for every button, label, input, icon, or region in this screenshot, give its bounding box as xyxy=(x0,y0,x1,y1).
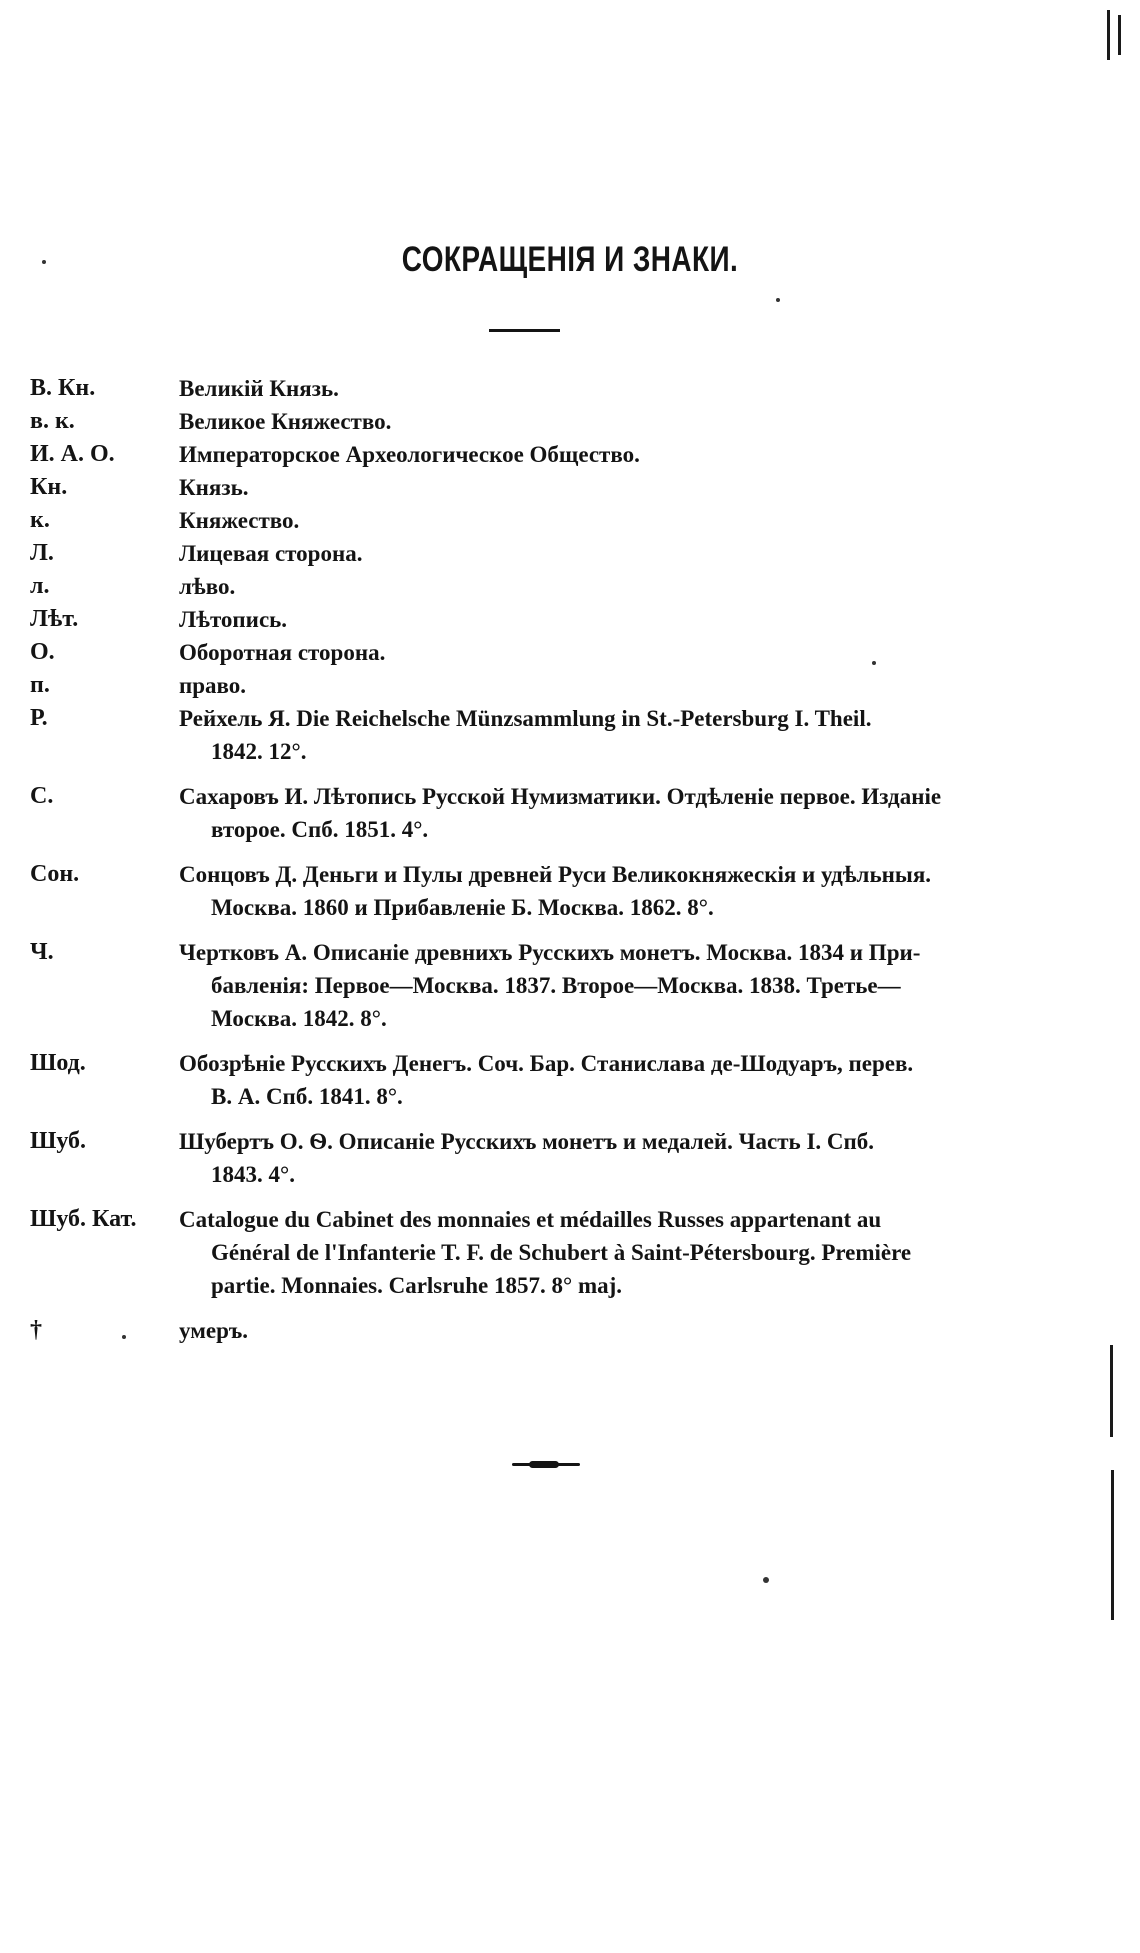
abbreviation-meaning xyxy=(179,1314,1030,1347)
meaning-line: право. xyxy=(179,673,247,698)
meaning-line: Оборотная сторона. xyxy=(179,640,386,665)
abbreviation-entry xyxy=(30,372,1030,405)
meaning-line: Великое Княжество. xyxy=(179,409,392,434)
abbreviation-meaning xyxy=(179,1125,1030,1191)
meaning-line: умеръ. xyxy=(179,1318,249,1343)
abbreviation-entry xyxy=(30,636,1030,669)
abbreviation-entry xyxy=(30,1125,1030,1191)
paper-speck xyxy=(763,1577,769,1583)
abbreviation-entry xyxy=(30,702,1030,768)
abbreviation-meaning xyxy=(179,405,1030,438)
page-edge-mark xyxy=(1110,1345,1113,1437)
abbreviation-entry xyxy=(30,537,1030,570)
abbreviation-term: Лѣт. xyxy=(30,606,79,632)
entry-spacer xyxy=(30,924,1030,936)
entry-spacer xyxy=(30,1191,1030,1203)
abbreviation-term: к. xyxy=(30,507,50,533)
abbreviation-entry xyxy=(30,936,1030,1035)
abbreviation-term: О. xyxy=(30,639,55,665)
meaning-line: Лицевая сторона. xyxy=(179,541,363,566)
abbreviation-term: п. xyxy=(30,672,50,698)
abbreviation-term: Р. xyxy=(30,705,48,731)
meaning-line: Catalogue du Cabinet des monnaies et médailles Russes appartenant au xyxy=(179,1207,882,1232)
abbreviation-meaning xyxy=(179,570,1030,603)
entry-spacer xyxy=(30,1302,1030,1314)
meaning-line: Рейхель Я. Die Reichelsche Münzsammlung in St.-Petersburg I. Theil. xyxy=(179,706,872,731)
abbreviation-term: Л. xyxy=(30,540,54,566)
meaning-line: В. А. Спб. 1841. 8°. xyxy=(211,1084,403,1109)
abbreviation-term: † xyxy=(30,1317,42,1343)
meaning-line: Сонцовъ Д. Деньги и Пулы древней Руси Великокняжескія и удѣльныя. xyxy=(179,862,932,887)
abbreviation-entry xyxy=(30,1314,1030,1347)
abbreviation-entry xyxy=(30,570,1030,603)
abbreviation-term: Сон. xyxy=(30,861,80,887)
entry-spacer xyxy=(30,1113,1030,1125)
abbreviation-meaning xyxy=(179,702,1030,768)
abbreviation-entry xyxy=(30,603,1030,636)
meaning-line: Обозрѣніе Русскихъ Денегъ. Соч. Бар. Станислава де-Шодуаръ, перев. xyxy=(179,1051,914,1076)
meaning-line: Général de l'Infanterie T. F. de Schubert à Saint-Pétersbourg. Première xyxy=(211,1240,912,1265)
abbreviation-meaning xyxy=(179,504,1030,537)
page-edge-mark xyxy=(1107,10,1110,60)
abbreviation-meaning xyxy=(179,858,1030,924)
meaning-line: 1843. 4°. xyxy=(211,1162,295,1187)
abbreviation-entry xyxy=(30,1203,1030,1302)
page-edge-mark xyxy=(1111,1470,1114,1620)
meaning-line: Москва. 1860 и Прибавленіе Б. Москва. 1862. 8°. xyxy=(211,895,714,920)
meaning-line: Шубертъ О. Ѳ. Описаніе Русскихъ монетъ и медалей. Часть I. Спб. xyxy=(179,1129,875,1154)
meaning-line: 1842. 12°. xyxy=(211,739,307,764)
entry-spacer xyxy=(30,768,1030,780)
abbreviation-entry xyxy=(30,780,1030,846)
abbreviation-meaning xyxy=(179,936,1030,1035)
page-title: СОКРАЩЕНІЯ И ЗНАКИ. xyxy=(401,240,739,279)
ornamental-divider xyxy=(512,1463,580,1466)
abbreviation-meaning xyxy=(179,1203,1030,1302)
paper-speck xyxy=(42,260,46,264)
abbreviation-meaning xyxy=(179,669,1030,702)
abbreviation-term: л. xyxy=(30,573,50,599)
meaning-line: второе. Спб. 1851. 4°. xyxy=(211,817,429,842)
abbreviation-meaning xyxy=(179,603,1030,636)
abbreviation-meaning xyxy=(179,372,1030,405)
meaning-line: Княжество. xyxy=(179,508,300,533)
meaning-line: Великій Князь. xyxy=(179,376,339,401)
abbreviation-meaning xyxy=(179,471,1030,504)
entry-spacer xyxy=(30,846,1030,858)
abbreviation-term: Кн. xyxy=(30,474,68,500)
title-divider xyxy=(489,329,560,332)
abbreviation-entry xyxy=(30,438,1030,471)
abbreviation-meaning xyxy=(179,537,1030,570)
abbreviation-term: Ч. xyxy=(30,939,54,965)
abbreviation-term: В. Кн. xyxy=(30,375,96,401)
abbreviation-meaning xyxy=(179,438,1030,471)
paper-speck xyxy=(776,298,780,302)
abbreviations-list xyxy=(30,372,1030,1347)
meaning-line: Сахаровъ И. Лѣтопись Русской Нумизматики. Отдѣленіе первое. Изданіе xyxy=(179,784,942,809)
abbreviation-entry xyxy=(30,405,1030,438)
abbreviation-term: Шуб. Кат. xyxy=(30,1206,137,1232)
abbreviation-term: Шод. xyxy=(30,1050,86,1076)
meaning-line: бавленія: Первое—Москва. 1837. Второе—Москва. 1838. Третье— xyxy=(211,973,901,998)
meaning-line: Москва. 1842. 8°. xyxy=(211,1006,387,1031)
abbreviation-entry xyxy=(30,1047,1030,1113)
abbreviation-entry xyxy=(30,504,1030,537)
meaning-line: Лѣтопись. xyxy=(179,607,288,632)
meaning-line: partie. Monnaies. Carlsruhe 1857. 8° maj. xyxy=(211,1273,623,1298)
abbreviation-entry xyxy=(30,669,1030,702)
paper-speck xyxy=(122,1335,126,1339)
abbreviation-term: в. к. xyxy=(30,408,75,434)
abbreviation-entry xyxy=(30,471,1030,504)
abbreviation-meaning xyxy=(179,780,1030,846)
meaning-line: лѣво. xyxy=(179,574,236,599)
meaning-line: Князь. xyxy=(179,475,249,500)
abbreviation-entry xyxy=(30,858,1030,924)
abbreviation-term: Шуб. xyxy=(30,1128,87,1154)
page-edge-mark xyxy=(1118,15,1121,55)
entry-spacer xyxy=(30,1035,1030,1047)
abbreviation-meaning xyxy=(179,1047,1030,1113)
abbreviation-meaning xyxy=(179,636,1030,669)
paper-speck xyxy=(872,661,876,665)
abbreviation-term: И. А. О. xyxy=(30,441,115,467)
meaning-line: Императорское Археологическое Общество. xyxy=(179,442,640,467)
abbreviation-term: С. xyxy=(30,783,54,809)
meaning-line: Чертковъ А. Описаніе древнихъ Русскихъ монетъ. Москва. 1834 и При- xyxy=(179,940,921,965)
